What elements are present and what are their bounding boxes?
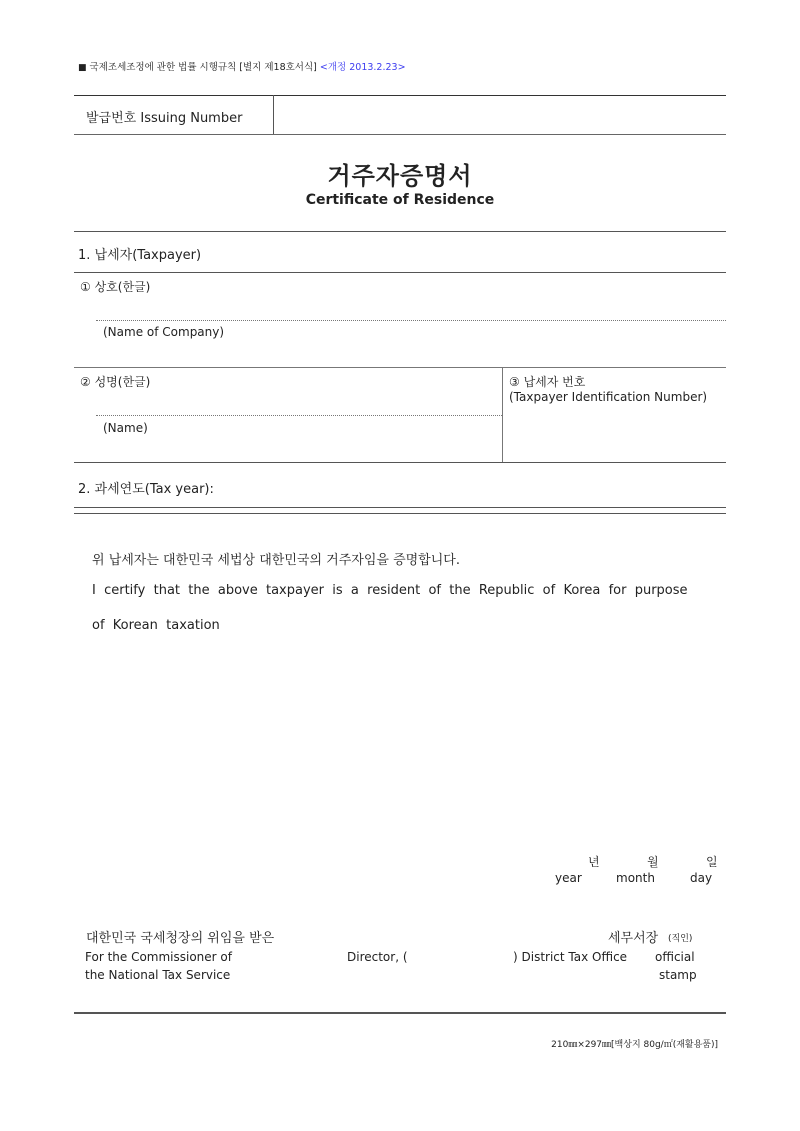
- bottom-rule: [74, 1012, 726, 1014]
- issuing-number-label: 발급번호 Issuing Number: [86, 111, 243, 126]
- statement-english-line1: I certify that the above taxpayer is a resident of the Republic of Korea for purpose: [92, 583, 688, 598]
- official-label: official: [655, 950, 695, 964]
- statement-english-line2: of Korean taxation: [92, 618, 220, 633]
- company-dotted-line: [96, 320, 726, 321]
- issuing-number-field[interactable]: [275, 96, 725, 134]
- seal-korean: (직인): [668, 934, 693, 944]
- company-name-korean-label: ① 상호(한글): [80, 280, 151, 294]
- date-day-korean: 일: [706, 855, 718, 869]
- tin-korean-label: ③ 납세자 번호: [509, 375, 586, 389]
- person-name-korean-label: ② 성명(한글): [80, 375, 151, 389]
- company-bottom-rule: [74, 367, 726, 368]
- form-reference: [78, 59, 406, 73]
- tax-office-head-korean: 세무서장: [608, 931, 659, 946]
- commissioner-line1: For the Commissioner of: [85, 950, 232, 964]
- section1-heading-rule: [74, 272, 726, 273]
- date-year-english: year: [555, 871, 582, 885]
- issuing-divider: [273, 95, 274, 135]
- statement-korean: 위 납세자는 대한민국 세법상 대한민국의 거주자임을 증명합니다.: [92, 553, 460, 568]
- district-office-label: ) District Tax Office: [513, 950, 628, 964]
- square-bullet: ■: [78, 63, 87, 73]
- tin-divider: [502, 367, 503, 463]
- commissioner-line2: the National Tax Service: [85, 968, 231, 982]
- stamp-label: stamp: [659, 968, 697, 982]
- company-name-english-label: (Name of Company): [103, 325, 225, 339]
- tax-year-label: 2. 과세연도(Tax year):: [78, 482, 214, 497]
- director-label: Director, (: [347, 950, 408, 964]
- section1-bottom-rule: [74, 462, 726, 463]
- date-month-english: month: [616, 871, 655, 885]
- paper-specification: 210㎜×297㎜[백상지 80g/㎡(재활용품)]: [551, 1040, 718, 1050]
- date-month-korean: 월: [647, 855, 659, 869]
- section2-rule-2: [74, 513, 726, 514]
- issuing-bottom-rule: [74, 134, 726, 135]
- date-day-english: day: [690, 871, 713, 885]
- date-year-korean: 년: [588, 855, 600, 869]
- name-dotted-line: [96, 415, 502, 416]
- person-name-english-label: (Name): [103, 421, 148, 435]
- tin-english-label: (Taxpayer Identification Number): [509, 390, 708, 404]
- law-reference: 국제조세조정에 관한 법률 시행규칙 [별지 제18호서식]: [89, 62, 317, 73]
- section1-top-rule: [74, 231, 726, 232]
- title-korean: 거주자증명서: [327, 162, 473, 190]
- section1-heading: 1. 납세자(Taxpayer): [78, 248, 202, 263]
- section2-rule-1: [74, 507, 726, 508]
- amendment-date: <개정 2013.2.23>: [319, 62, 406, 73]
- delegation-korean: 대한민국 국세청장의 위임을 받은: [86, 931, 275, 946]
- title-english: Certificate of Residence: [305, 192, 495, 208]
